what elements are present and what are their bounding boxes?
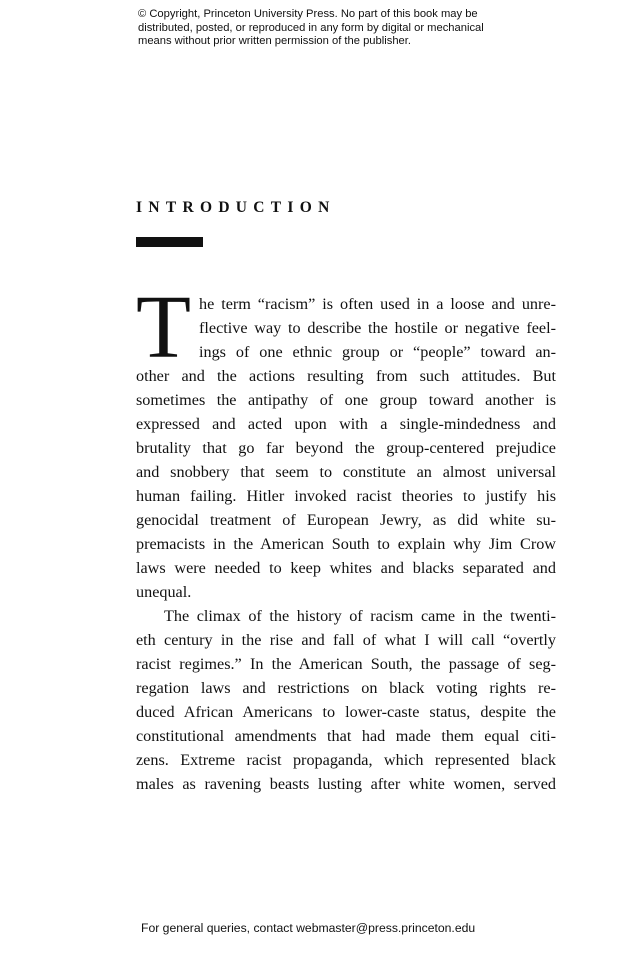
text-line: eth century in the rise and fall of what I will call “overtly: [136, 631, 556, 649]
text-line: duced African Americans to lower-caste status, despite the: [136, 703, 556, 721]
copyright-line: means without prior written permission of the publisher.: [138, 35, 411, 47]
copyright-notice: [138, 8, 558, 49]
text-line: human failing. Hitler invoked racist theories to justify his: [136, 487, 556, 505]
text-line: flective way to describe the hostile or negative feel-: [199, 319, 556, 337]
text-line: brutality that go far beyond the group-centered prejudice: [136, 439, 556, 457]
text-line: unequal.: [136, 583, 192, 601]
body-text: [136, 292, 556, 796]
drop-cap: T: [136, 278, 191, 377]
text-line: regation laws and restrictions on black voting rights re-: [136, 679, 556, 697]
chapter-heading: INTRODUCTION: [136, 199, 336, 216]
text-line: laws were needed to keep whites and blacks separated and: [136, 559, 556, 577]
text-line: zens. Extreme racist propaganda, which represented black: [136, 751, 556, 769]
text-line: sometimes the antipathy of one group toward another is: [136, 391, 556, 409]
text-line: racist regimes.” In the American South, the passage of seg-: [136, 655, 556, 673]
text-line: premacists in the American South to explain why Jim Crow: [136, 535, 556, 553]
text-line: constitutional amendments that had made them equal citi-: [136, 727, 556, 745]
copyright-line: distributed, posted, or reproduced in any form by digital or mechanical: [138, 21, 484, 34]
footer-contact: For general queries, contact webmaster@press.princeton.edu: [141, 921, 476, 935]
text-line: he term “racism” is often used in a loose and unre-: [199, 295, 556, 313]
text-line: and snobbery that seem to constitute an almost universal: [136, 463, 556, 481]
text-line: other and the actions resulting from such attitudes. But: [136, 367, 556, 385]
heading-rule: [136, 237, 203, 247]
text-line: expressed and acted upon with a single-mindedness and: [136, 415, 556, 433]
text-line: males as ravening beasts lusting after white women, served: [136, 775, 556, 793]
text-line: ings of one ethnic group or “people” toward an-: [199, 343, 556, 361]
text-line: genocidal treatment of European Jewry, as did white su-: [136, 511, 556, 529]
copyright-line: © Copyright, Princeton University Press. No part of this book may be: [138, 8, 478, 20]
text-line: The climax of the history of racism came in the twenti-: [164, 607, 556, 625]
